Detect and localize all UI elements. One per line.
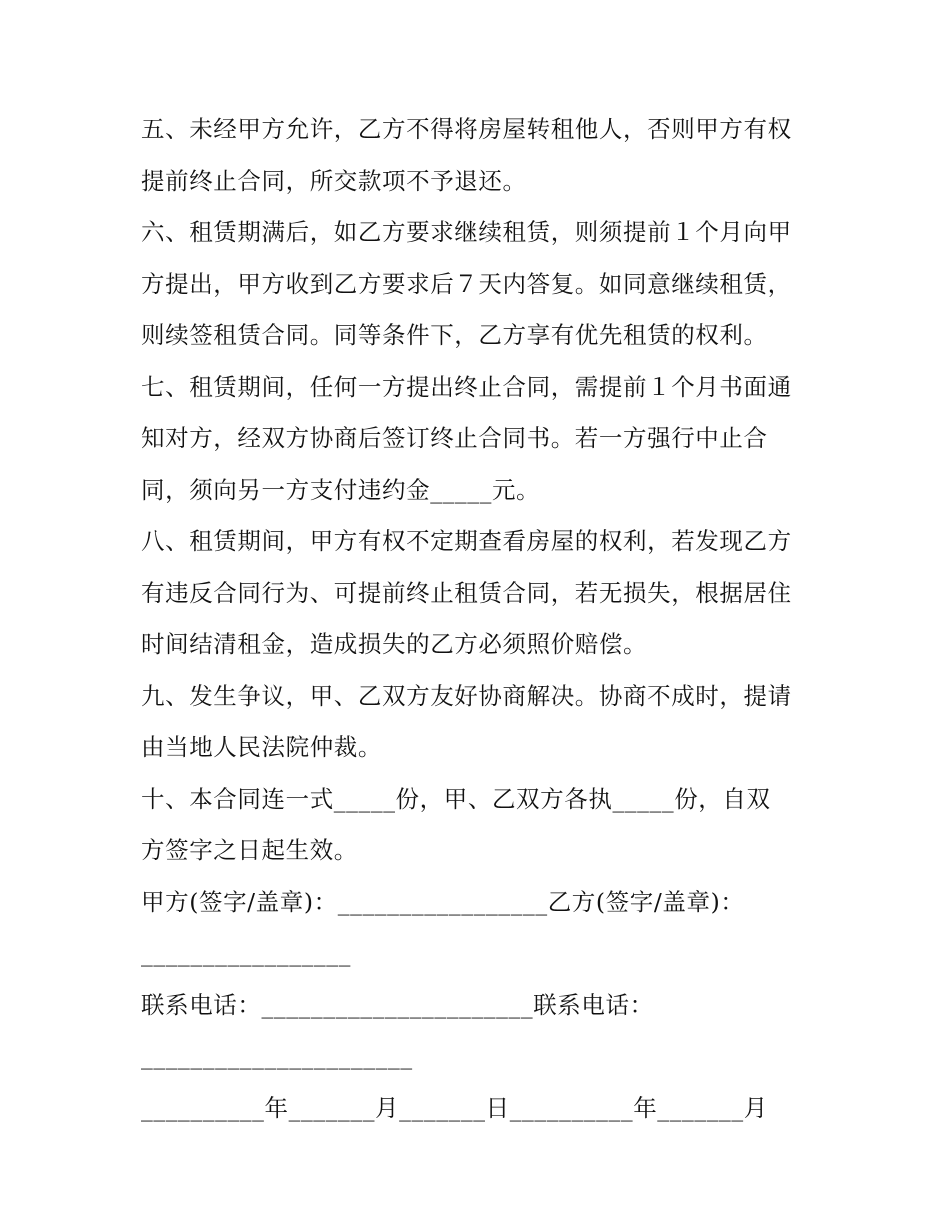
signature-line: 甲方(签字/盖章)：_________________乙方(签字/盖章)：: [141, 887, 745, 916]
clause-9-line-1: 九、发生争议，甲、乙双方友好协商解决。协商不成时，提请: [141, 681, 792, 710]
clause-7-line-1: 七、租赁期间，任何一方提出终止合同，需提前１个月书面通: [141, 372, 792, 401]
clause-6-line-2: 方提出，甲方收到乙方要求后７天内答复。如同意继续租赁，: [141, 269, 792, 298]
phone-line: 联系电话：______________________联系电话：: [141, 990, 654, 1019]
clause-6-line-1: 六、租赁期满后，如乙方要求继续租赁，则须提前１个月向甲: [141, 218, 792, 246]
clause-5-line-2: 提前终止合同，所交款项不予退还。: [141, 166, 527, 195]
clause-7-line-3: 同，须向另一方支付违约金_____元。: [141, 475, 541, 504]
clause-5-line-1: 五、未经甲方允许，乙方不得将房屋转租他人，否则甲方有权: [141, 115, 792, 143]
signature-blank: _________________: [141, 939, 351, 967]
clause-10-line-2: 方签字之日起生效。: [141, 836, 358, 864]
clause-8-line-2: 有违反合同行为、可提前终止租赁合同，若无损失，根据居住: [141, 578, 792, 607]
clause-7-line-2: 知对方，经双方协商后签订终止合同书。若一方强行中止合: [141, 424, 768, 452]
clause-10-line-1: 十、本合同连一式_____份，甲、乙双方各执_____份，自双: [141, 784, 771, 813]
clause-8-line-1: 八、租赁期间，甲方有权不定期查看房屋的权利，若发现乙方: [141, 527, 792, 555]
clause-8-line-3: 时间结清租金，造成损失的乙方必须照价赔偿。: [141, 630, 648, 658]
clause-6-line-3: 则续签租赁合同。同等条件下，乙方享有优先租赁的权利。: [141, 321, 768, 349]
date-line: __________年_______月_______日__________年_______月: [141, 1093, 768, 1122]
contract-body: [141, 104, 821, 1134]
clause-9-line-2: 由当地人民法院仲裁。: [141, 733, 382, 761]
phone-blank: ______________________: [141, 1042, 413, 1070]
